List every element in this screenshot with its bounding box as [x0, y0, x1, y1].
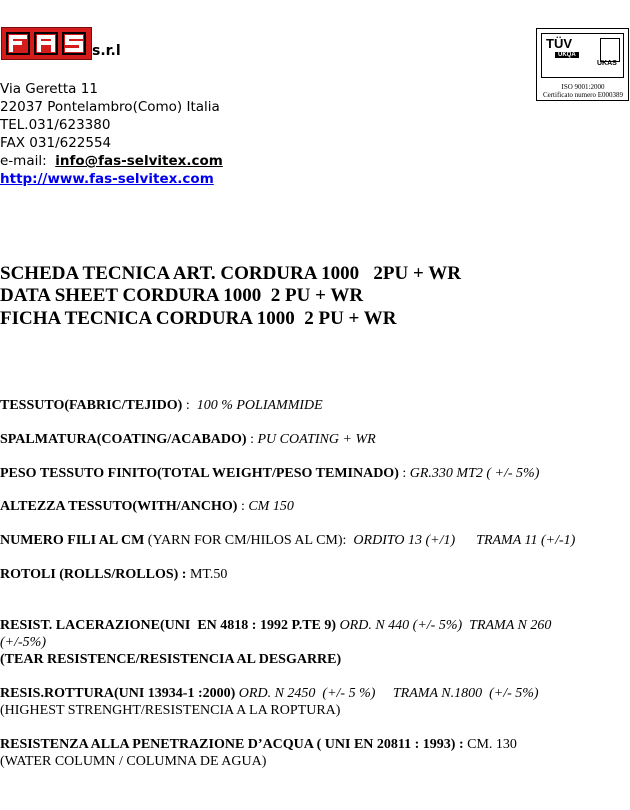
- spec-coating: SPALMATURA(COATING/ACABADO) : PU COATING + WR: [0, 432, 376, 447]
- company-suffix: s.r.l: [92, 43, 121, 59]
- coating-value: PU COATING + WR: [257, 432, 376, 447]
- weight-value: GR.330 MT2 ( +/- 5%): [409, 466, 540, 481]
- email-line: [0, 152, 223, 170]
- address-street: Via Geretta 11: [0, 81, 98, 97]
- address-city: 22037 Pontelambro(Como) Italia: [0, 99, 220, 115]
- fabric-label: TESSUTO(FABRIC/TEJIDO): [0, 398, 183, 413]
- tuv-logo: TÜV: [546, 36, 572, 51]
- email-label: e-mail:: [0, 153, 47, 169]
- width-value: CM 150: [248, 499, 294, 514]
- fas-logo-graphic: [2, 28, 91, 59]
- tear-sub: (TEAR RESISTENCE/RESISTENCIA AL DESGARRE): [0, 652, 342, 667]
- title-spanish: FICHA TECNICA CORDURA 1000 2 PU + WR: [0, 308, 397, 329]
- certificate-number: Certificato numero E000389: [542, 91, 624, 99]
- weight-label: PESO TESSUTO FINITO(TOTAL WEIGHT/PESO TEMINADO): [0, 466, 399, 481]
- spec-yarn: [0, 532, 630, 549]
- iso-standard: ISO 9001:2000: [561, 83, 605, 91]
- spec-tear-sub: [0, 651, 341, 668]
- crown-icon: [600, 38, 620, 62]
- website-line: [0, 170, 214, 188]
- tear-value-cont: (+/-5%): [0, 635, 46, 650]
- spec-tear-cont: [0, 634, 46, 651]
- fabric-value: 100 % POLIAMMIDE: [196, 398, 323, 413]
- email-link[interactable]: info@fas-selvitex.com: [55, 153, 223, 169]
- yarn-label: NUMERO FILI AL CM: [0, 533, 145, 548]
- address-phone: TEL.031/623380: [0, 117, 111, 133]
- break-value: ORD. N 2450 (+/- 5 %) TRAMA N.1800 (+/- 5%): [238, 686, 539, 701]
- spec-rolls: [0, 566, 227, 583]
- spec-fabric: TESSUTO(FABRIC/TEJIDO) : 100 % POLIAMMIDE: [0, 398, 323, 413]
- iso-certification-badge: [536, 28, 629, 101]
- spec-break-sub: [0, 702, 340, 719]
- spec-weight: PESO TESSUTO FINITO(TOTAL WEIGHT/PESO TEMINADO) : GR.330 MT2 ( +/- 5%): [0, 466, 540, 481]
- address-fax: FAX 031/622554: [0, 135, 112, 151]
- ukas-label: UKAS: [597, 60, 617, 67]
- spec-break: [0, 685, 539, 702]
- spec-water-sub: [0, 753, 266, 770]
- spec-width: ALTEZZA TESSUTO(WITH/ANCHO) : CM 150: [0, 499, 294, 514]
- spec-tear: [0, 617, 551, 634]
- website-link[interactable]: http://www.fas-selvitex.com: [0, 171, 214, 187]
- water-sub: (WATER COLUMN / COLUMNA DE AGUA): [0, 754, 267, 769]
- yarn-sub: (YARN FOR CM/HILOS AL CM):: [147, 533, 347, 548]
- certification-logos: [541, 33, 624, 78]
- tear-value: ORD. N 440 (+/- 5%) TRAMA N 260: [339, 618, 552, 633]
- break-label: RESIS.ROTTURA(UNI 13934-1 :2000): [0, 686, 236, 701]
- width-label: ALTEZZA TESSUTO(WITH/ANCHO): [0, 499, 238, 514]
- break-sub: (HIGHEST STRENGHT/RESISTENCIA A LA ROPTURA): [0, 703, 341, 718]
- water-label: RESISTENZA ALLA PENETRAZIONE D’ACQUA ( UNI EN 20811 : 1993) :: [0, 737, 464, 752]
- title-italian: SCHEDA TECNICA ART. CORDURA 1000 2PU + WR: [0, 263, 461, 284]
- company-logo: [1, 27, 92, 60]
- spec-water: [0, 736, 517, 753]
- tear-label: RESIST. LACERAZIONE(UNI EN 4818 : 1992 P.TE 9): [0, 618, 337, 633]
- ukqa-label: UKQA: [555, 52, 579, 58]
- water-value: CM. 130: [467, 737, 517, 752]
- yarn-warp: ORDITO 13 (+/1): [353, 533, 456, 548]
- rolls-label: ROTOLI (ROLLS/ROLLOS) :: [0, 567, 187, 582]
- coating-label: SPALMATURA(COATING/ACABADO): [0, 432, 247, 447]
- title-english: DATA SHEET CORDURA 1000 2 PU + WR: [0, 285, 364, 306]
- rolls-value: MT.50: [189, 567, 228, 582]
- yarn-weft: TRAMA 11 (+/-1): [476, 533, 576, 548]
